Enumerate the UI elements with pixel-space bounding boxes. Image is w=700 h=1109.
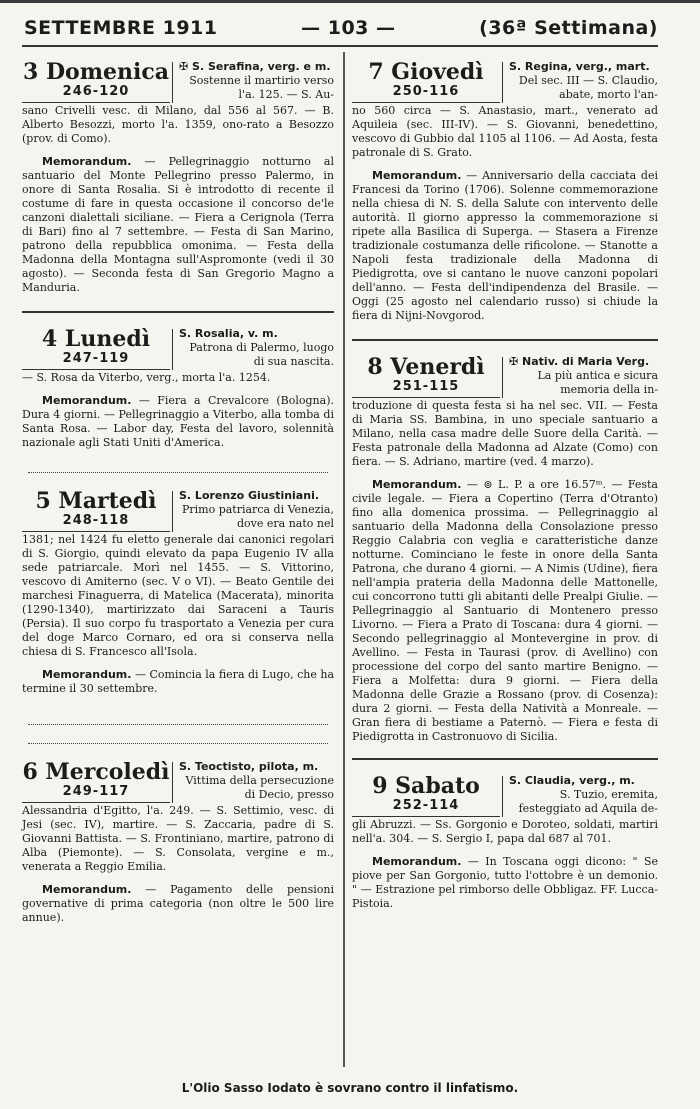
separator-dotted: [28, 743, 328, 744]
header-page-number: — 103 —: [301, 17, 396, 39]
day-text: — S. Rosa da Viterbo, verg., morta l'a. 1254.: [22, 371, 271, 384]
memorandum: [352, 478, 658, 744]
saint-block: [509, 60, 658, 102]
saint-name: ✠ Nativ. di Maria Verg.: [509, 355, 650, 368]
separator: [352, 339, 658, 341]
day-name: 9 Sabato: [372, 773, 480, 799]
day-heading: [22, 760, 170, 803]
day-text: troduzione di questa festa si ha nel sec. VII. — Festa di Maria SS. Bambina, in uno speciale santuario a Milano, nella casa madre delle Suore della Carità. — Festa patronale della Madonna ad Alzate (Como) con fiera. — S. Adriano, martire (ved. 4 marzo).: [352, 399, 658, 468]
memorandum-text: — Anniversario della cacciata dei Francesi da Torino (1706). Solenne commemorazione nella chiesa di N. S. della Salute con intervento delle autorità. Il giorno appresso la commemorazione si ripete alla Basilica di Superga. — Stasera a Firenze tradizionale costumanza delle rificolone. — Stanotte a Napoli festa tradizionale della Madonna di Piedigrotta, ove si cantano le nuove canzoni popolari dell'anno. — Festa dell'indipendenza del Brasile. — Oggi (25 agosto nel calendario russo) si chiude la fiera di Nijni-Novgorod.: [352, 169, 659, 322]
left-column: [22, 54, 334, 925]
day-heading: [22, 489, 170, 532]
memorandum-text: — ⊚ L. P. a ore 16.57ᵐ. — Festa civile legale. — Fiera a Copertino (Terra d'Otranto) fino alla domenica prossima. — Pellegrinaggio al santuario della Madonna della Consolazione presso Reggio Calabria con veglia e caratteristiche danze notturne. Cominciano le feste in onore della Santa Patrona, che durano 4 giorni. — A Nimis (Udine), fiera nell'ampia prateria della Madonna delle Mattonelle, cui concorrono tutti gli abitanti delle Prealpi Giulie. — Pellegrinaggio al Santuario di Montenero presso Livorno. — Fiera a Prato di Toscana: dura 4 giorni. — Secondo pellegrinaggio al Montevergine in prov. di Avellino. — Festa in Taurasi (prov. di Avellino) con processione del corpo del santo martire Benigno. — Fiera a Molfetta: dura 9 giorni. — Fiera della Madonna delle Grazie a Rossano (prov. di Cosenza): dura 2 giorni. — Festa della Natività a Monreale. — Gran fiera di bestiame a Paternò. — Fiera e festa di Piedigrotta in Castronuovo di Sicilia.: [352, 478, 658, 743]
memorandum-label: Memorandum.: [42, 883, 132, 896]
memorandum-label: Memorandum.: [372, 855, 462, 868]
header-rule: [22, 45, 658, 47]
day-entry-8: [352, 355, 658, 744]
day-name: 7 Giovedì: [368, 59, 484, 85]
separator-dotted: [28, 472, 328, 473]
day-text: gli Abruzzi. — Ss. Gorgonio e Doroteo, soldati, martiri nell'a. 304. — S. Sergio I, papa dal 687 al 701.: [352, 818, 658, 845]
saint-block: [509, 355, 658, 397]
day-heading: [352, 774, 500, 817]
day-entry-5: [22, 489, 334, 696]
saint-name: S. Rosalia, v. m.: [179, 327, 278, 340]
saint-name: S. Teoctisto, pilota, m.: [179, 760, 319, 773]
saint-text: Vittima della persecuzione di Decio, presso: [185, 774, 334, 801]
saint-block: [179, 760, 334, 802]
day-heading: [22, 327, 170, 370]
memorandum: [352, 855, 658, 911]
day-entry-4: [22, 327, 334, 450]
memorandum: [22, 883, 334, 925]
day-entry-6: [22, 760, 334, 925]
memorandum: [22, 394, 334, 450]
saint-text: S. Tuzio, eremita, festeggiato ad Aquila de-: [518, 788, 658, 815]
day-name: 4 Lunedì: [41, 326, 151, 352]
saint-block: [179, 327, 334, 369]
saint-text: Sostenne il martirio verso l'a. 125. — S. Au-: [189, 74, 334, 101]
memorandum-text: — Pagamento delle pensioni governative di prima categoria (non oltre le 500 lire annue).: [22, 883, 334, 924]
day-text: Alessandria d'Egitto, l'a. 249. — S. Settimio, vesc. di Jesi (sec. IV), martire. — S. Zaccaria, padre di S. Giovanni Battista. — S. Frontiniano, martire, patrono di Alba (Piemonte). — S. Consolata, vergine e m., venerata a Reggio Emilia.: [22, 804, 334, 873]
day-number: 248-118: [22, 513, 170, 532]
saint-text: Patrona di Palermo, luogo di sua nascita.: [189, 341, 334, 368]
memorandum-label: Memorandum.: [42, 668, 132, 681]
saint-name: S. Lorenzo Giustiniani.: [179, 489, 320, 502]
day-entry-9: [352, 774, 658, 911]
memorandum-label: Memorandum.: [42, 155, 132, 168]
day-text: sano Crivelli vesc. di Milano, dal 556 al 567. — B. Alberto Besozzi, morto l'a. 1359, ono-rato a Besozzo (prov. di Como).: [22, 104, 334, 145]
saint-name: ✠ S. Serafina, verg. e m.: [179, 60, 331, 73]
separator-dotted: [28, 724, 328, 725]
day-number: 247-119: [22, 351, 170, 370]
page-header: [24, 12, 658, 44]
day-entry-3: [22, 60, 334, 295]
separator: [352, 758, 658, 760]
column-divider: [343, 52, 345, 1067]
memorandum: [352, 169, 658, 323]
day-name: 5 Martedì: [35, 488, 157, 514]
day-name: 8 Venerdì: [367, 354, 485, 380]
saint-text: Del sec. III — S. Claudio, abate, morto l'an-: [518, 74, 658, 101]
header-week: (36ª Settimana): [479, 17, 658, 39]
right-column: [352, 54, 658, 911]
day-heading: [22, 60, 170, 103]
memorandum-label: Memorandum.: [372, 478, 462, 491]
saint-block: [179, 489, 334, 531]
memorandum-label: Memorandum.: [372, 169, 462, 182]
memorandum: [22, 668, 334, 696]
day-text: 1381; nel 1424 fu eletto generale dai canonici regolari di S. Giorgio, quindi elevato da papa Eugenio IV alla sede patriarcale. Morì nel 1455. — S. Vittorino, vescovo di Amiterno (sec. V o VI). — Beato Gentile dei marchesi Finaguerra, di Matelica (Macerata), minorita (1290-1340), martirizzato dai Saraceni a Tauris (Persia). Il suo corpo fu trasportato a Venezia per cura del doge Marco Cornaro, ed ora si conserva nella chiesa di S. Francesco all'Isola.: [22, 533, 334, 658]
day-number: 249-117: [22, 784, 170, 803]
day-number: 251-115: [352, 379, 500, 398]
day-entry-7: [352, 60, 658, 323]
day-heading: [352, 355, 500, 398]
saint-block: [179, 60, 334, 102]
saint-name: S. Regina, verg., mart.: [509, 60, 650, 73]
day-number: 250-116: [352, 84, 500, 103]
memorandum-text: — Fiera a Crevalcore (Bologna). Dura 4 giorni. — Pellegrinaggio a Viterbo, alla tomba di Santa Rosa. — Labor day, Festa del lavoro, solennità nazionale agli Stati Uniti d'America.: [22, 394, 334, 449]
day-number: 252-114: [352, 798, 500, 817]
day-text: no 560 circa — S. Anastasio, mart., venerato ad Aquileia (sec. III-IV). — S. Giovanni, benedettino, vescovo di Gubbio dal 1105 al 1106. — Ad Aosta, festa patronale di S. Grato.: [352, 104, 658, 159]
saint-block: [509, 774, 658, 816]
day-number: 246-120: [22, 84, 170, 103]
memorandum: [22, 155, 334, 295]
separator: [22, 311, 334, 313]
saint-text: Primo patriarca di Venezia, dove era nato nel: [181, 503, 334, 530]
saint-text: La più antica e sicura memoria della in-: [537, 369, 658, 396]
day-name: 3 Domenica: [23, 59, 169, 85]
header-month: SETTEMBRE 1911: [24, 17, 218, 39]
memorandum-text: — Pellegrinaggio notturno al santuario del Monte Pellegrino presso Palermo, in onore di Santa Rosalia. Si è introdotto di recente il costume di fare in questa occasione il concorso de'le canzoni dialettali siciliane. — Fiera a Cerignola (Terra di Bari) fino al 7 settembre. — Festa di San Marino, patrono della repubblica omonima. — Festa della Madonna della Montagna sull'Aspromonte (vedi il 30 agosto). — Seconda festa di San Gregorio Magno a Manduria.: [22, 155, 335, 294]
day-heading: [352, 60, 500, 103]
saint-name: S. Claudia, verg., m.: [509, 774, 635, 787]
memorandum-text: — In Toscana oggi dicono: " Se piove per San Gorgonio, tutto l'ottobre è un demonio. " — Estrazione pel rimborso delle Obbligaz. FF. Lucca-Pistoia.: [352, 855, 658, 910]
top-border: [0, 0, 700, 3]
footer-advertisement: L'Olio Sasso Iodato è sovrano contro il linfatismo.: [181, 1081, 519, 1095]
day-name: 6 Mercoledì: [22, 759, 170, 785]
memorandum-text: — Comincia la fiera di Lugo, che ha termine il 30 settembre.: [22, 668, 334, 695]
memorandum-label: Memorandum.: [42, 394, 132, 407]
